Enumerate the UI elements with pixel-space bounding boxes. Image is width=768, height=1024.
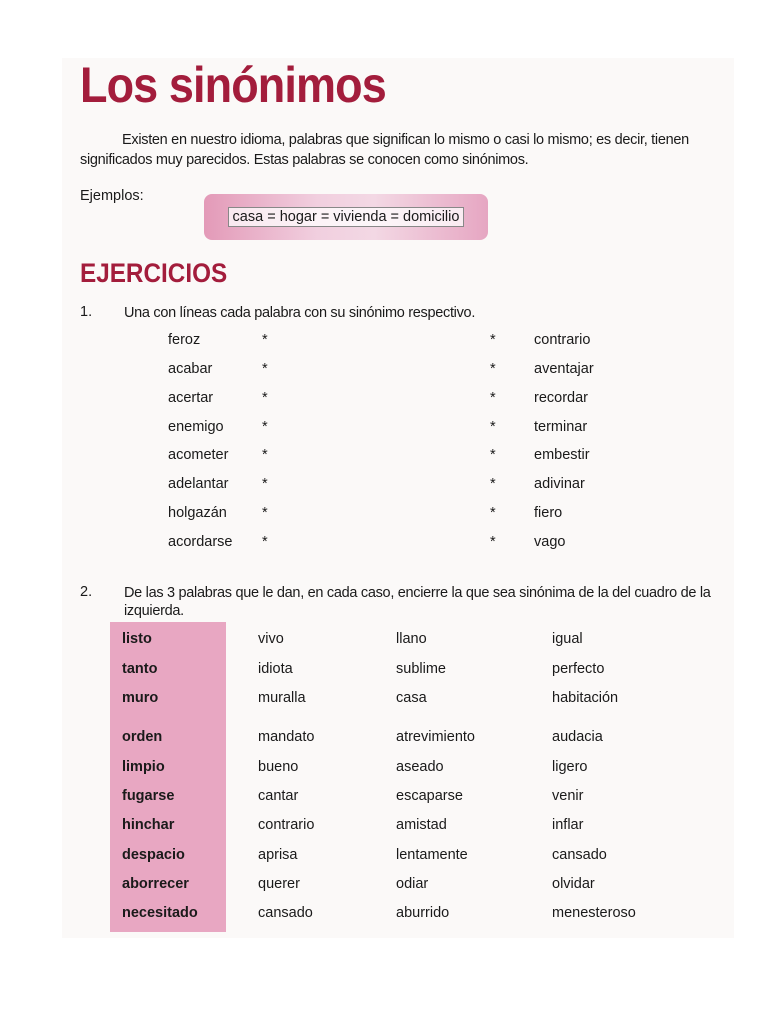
match-left-star[interactable]: * xyxy=(262,332,268,348)
synonym-row xyxy=(0,905,768,933)
match-left-word[interactable]: adelantar xyxy=(168,476,229,492)
match-right-word[interactable]: fiero xyxy=(534,505,563,521)
synonym-option[interactable]: cansado xyxy=(552,847,607,863)
exercise2-instruction: De las 3 palabras que le dan, en cada caso, encierre la que sea sinónima de la del cuadro de la izquierda. xyxy=(124,585,711,619)
match-row xyxy=(0,390,768,416)
synonym-option[interactable]: venir xyxy=(552,788,584,804)
synonym-option[interactable]: atrevimiento xyxy=(396,729,475,745)
match-right-word[interactable]: aventajar xyxy=(534,361,594,377)
synonym-option[interactable]: ligero xyxy=(552,759,588,775)
exercise1-instruction: Una con líneas cada palabra con su sinónimo respectivo. xyxy=(124,305,476,321)
match-left-star[interactable]: * xyxy=(262,534,268,550)
match-right-word[interactable]: recordar xyxy=(534,390,588,406)
synonym-row xyxy=(0,876,768,904)
match-right-star[interactable]: * xyxy=(490,419,496,435)
match-left-word[interactable]: feroz xyxy=(168,332,201,348)
match-right-star[interactable]: * xyxy=(490,505,496,521)
match-left-word[interactable]: acordarse xyxy=(168,534,233,550)
synonym-option[interactable]: aseado xyxy=(396,759,444,775)
match-right-star[interactable]: * xyxy=(490,476,496,492)
example-box xyxy=(204,194,488,240)
synonym-option[interactable]: vivo xyxy=(258,631,284,647)
synonym-option[interactable]: cansado xyxy=(258,905,313,921)
match-left-word[interactable]: acabar xyxy=(168,361,213,377)
synonym-option[interactable]: olvidar xyxy=(552,876,595,892)
synonym-option[interactable]: bueno xyxy=(258,759,299,775)
match-right-star[interactable]: * xyxy=(490,332,496,348)
synonym-option[interactable]: inflar xyxy=(552,817,584,833)
synonym-option[interactable]: odiar xyxy=(396,876,429,892)
example-text: casa = hogar = vivienda = domicilio xyxy=(228,207,465,227)
match-right-word[interactable]: adivinar xyxy=(534,476,585,492)
exercise1-number: 1. xyxy=(80,304,93,320)
match-left-star[interactable]: * xyxy=(262,505,268,521)
synonym-option[interactable]: casa xyxy=(396,690,427,706)
match-right-star[interactable]: * xyxy=(490,534,496,550)
match-left-star[interactable]: * xyxy=(262,476,268,492)
match-right-star[interactable]: * xyxy=(490,361,496,377)
synonym-row xyxy=(0,690,768,718)
match-right-star[interactable]: * xyxy=(490,447,496,463)
synonym-option[interactable]: menesteroso xyxy=(552,905,636,921)
match-right-word[interactable]: terminar xyxy=(534,419,588,435)
match-row xyxy=(0,332,768,358)
target-word: fugarse xyxy=(122,788,175,804)
target-word: despacio xyxy=(122,847,185,863)
synonym-option[interactable]: audacia xyxy=(552,729,603,745)
target-word: limpio xyxy=(122,759,165,775)
synonym-option[interactable]: aburrido xyxy=(396,905,450,921)
synonym-row xyxy=(0,759,768,787)
examples-label: Ejemplos: xyxy=(80,188,144,204)
target-word: orden xyxy=(122,729,163,745)
target-word: hinchar xyxy=(122,817,175,833)
target-word: listo xyxy=(122,631,152,647)
target-word: muro xyxy=(122,690,159,706)
synonym-option[interactable]: contrario xyxy=(258,817,315,833)
match-left-star[interactable]: * xyxy=(262,361,268,377)
synonym-option[interactable]: cantar xyxy=(258,788,299,804)
synonym-option[interactable]: igual xyxy=(552,631,583,647)
synonym-option[interactable]: llano xyxy=(396,631,427,647)
target-word: aborrecer xyxy=(122,876,189,892)
match-row xyxy=(0,505,768,531)
target-word: tanto xyxy=(122,661,158,677)
match-left-word[interactable]: holgazán xyxy=(168,505,227,521)
synonym-option[interactable]: aprisa xyxy=(258,847,298,863)
synonym-option[interactable]: perfecto xyxy=(552,661,605,677)
synonym-option[interactable]: mandato xyxy=(258,729,315,745)
synonym-row xyxy=(0,661,768,689)
match-left-star[interactable]: * xyxy=(262,419,268,435)
match-row xyxy=(0,476,768,502)
synonym-option[interactable]: habitación xyxy=(552,690,619,706)
match-right-word[interactable]: vago xyxy=(534,534,566,550)
synonym-option[interactable]: escaparse xyxy=(396,788,463,804)
synonym-option[interactable]: lentamente xyxy=(396,847,468,863)
synonym-option[interactable]: sublime xyxy=(396,661,446,677)
target-word: necesitado xyxy=(122,905,198,921)
synonym-row xyxy=(0,788,768,816)
synonym-option[interactable]: querer xyxy=(258,876,300,892)
synonym-row xyxy=(0,729,768,757)
intro-paragraph: Existen en nuestro idioma, palabras que significan lo mismo o casi lo mismo; es decir, tienen significados muy parecidos. Estas palabras se conocen como sinónimos. xyxy=(80,132,689,168)
match-right-word[interactable]: contrario xyxy=(534,332,591,348)
match-row xyxy=(0,534,768,560)
match-left-star[interactable]: * xyxy=(262,447,268,463)
match-right-star[interactable]: * xyxy=(490,390,496,406)
page-title: Los sinónimos xyxy=(80,57,386,113)
match-left-star[interactable]: * xyxy=(262,390,268,406)
match-left-word[interactable]: acometer xyxy=(168,447,229,463)
section-title: EJERCICIOS xyxy=(80,258,228,288)
match-row xyxy=(0,419,768,445)
synonym-option[interactable]: idiota xyxy=(258,661,293,677)
match-left-word[interactable]: enemigo xyxy=(168,419,224,435)
synonym-option[interactable]: amistad xyxy=(396,817,447,833)
match-right-word[interactable]: embestir xyxy=(534,447,590,463)
exercise2-number: 2. xyxy=(80,584,93,600)
match-row xyxy=(0,361,768,387)
synonym-row xyxy=(0,847,768,875)
match-left-word[interactable]: acertar xyxy=(168,390,214,406)
match-row xyxy=(0,447,768,473)
synonym-option[interactable]: muralla xyxy=(258,690,306,706)
synonym-row xyxy=(0,817,768,845)
synonym-row xyxy=(0,631,768,659)
